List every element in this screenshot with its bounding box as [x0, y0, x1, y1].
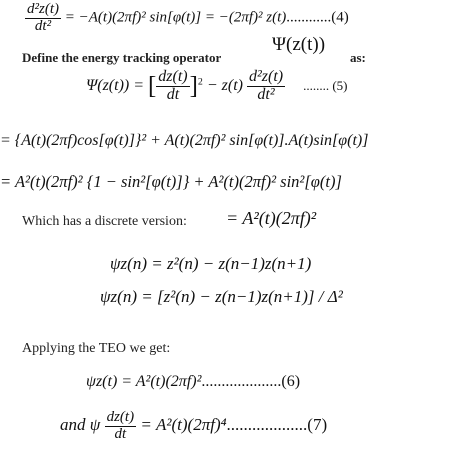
equation-6-tag: ....................(6) [201, 373, 301, 390]
equation-7-rhs: = A²(t)(2πf)⁴ [140, 415, 227, 435]
equation-4-tag: ............(4) [286, 9, 349, 26]
discrete-equation-2: ψz(n) = [z²(n) − z(n−1)z(n+1)] / Δ² [100, 287, 343, 306]
teo-as-label: as: [350, 50, 366, 65]
equation-5-lhs: Ψ(z(t)) = [86, 76, 145, 94]
first-derivative-fraction-7: $\frac{dz(t)}{dt}$ [106, 409, 135, 442]
equation-7-prefix: and ψ [60, 415, 101, 435]
first-derivative-fraction: $\frac{dz(t)}{dt}$ [158, 68, 188, 103]
discrete-equation-1: ψz(n) = z²(n) − z(n−1)z(n+1) [110, 254, 312, 273]
teo-psi-symbol: Ψ(z(t)) [272, 34, 326, 55]
equation-6 [86, 373, 300, 391]
teo-definition-label: Define the energy tracking operator [22, 50, 222, 65]
expansion-line-2: = A²(t)(2πf)² {1 − sin²[φ(t)]} + A²(t)(2πf)² sin²[φ(t)] [0, 172, 342, 191]
second-derivative-fraction-5: $\frac{\text{d²z(t)}}{\text{dt²}}$ [248, 68, 284, 103]
expansion-line-1: = {A(t)(2πf)cos[φ(t)]}² + A(t)(2πf)² sin[φ(t)].A(t)sin[φ(t)] [0, 132, 369, 149]
second-derivative-fraction: $\frac{\text{d²z(t)}}{\text{dt²}}$ [27, 1, 59, 34]
equation-6-expr: ψz(t) = A²(t)(2πf)² [86, 373, 202, 390]
equation-5: Ψ(z(t)) = [ $\frac{dz(t)}{dt}$ ]$^2$ − z(t) $\frac{\text{d²z(t)}}{\text{dt²}}$ ........ (5) [86, 68, 348, 103]
equation-4-rhs: = −A(t)(2πf)² sin[φ(t)] = −(2πf)² z(t) [64, 9, 287, 26]
equation-4 [25, 2, 349, 35]
equation-7 [60, 410, 327, 443]
discrete-version-expr: = A²(t)(2πf)² [226, 208, 317, 228]
equation-5-minus-zt: − z(t) [206, 76, 243, 94]
discrete-version-label: Which has a discrete version: [22, 214, 187, 229]
equation-7-tag: ...................(7) [226, 415, 328, 435]
applying-teo-label: Applying the TEO we get: [22, 341, 171, 356]
equation-5-tag: ........ (5) [303, 77, 348, 93]
